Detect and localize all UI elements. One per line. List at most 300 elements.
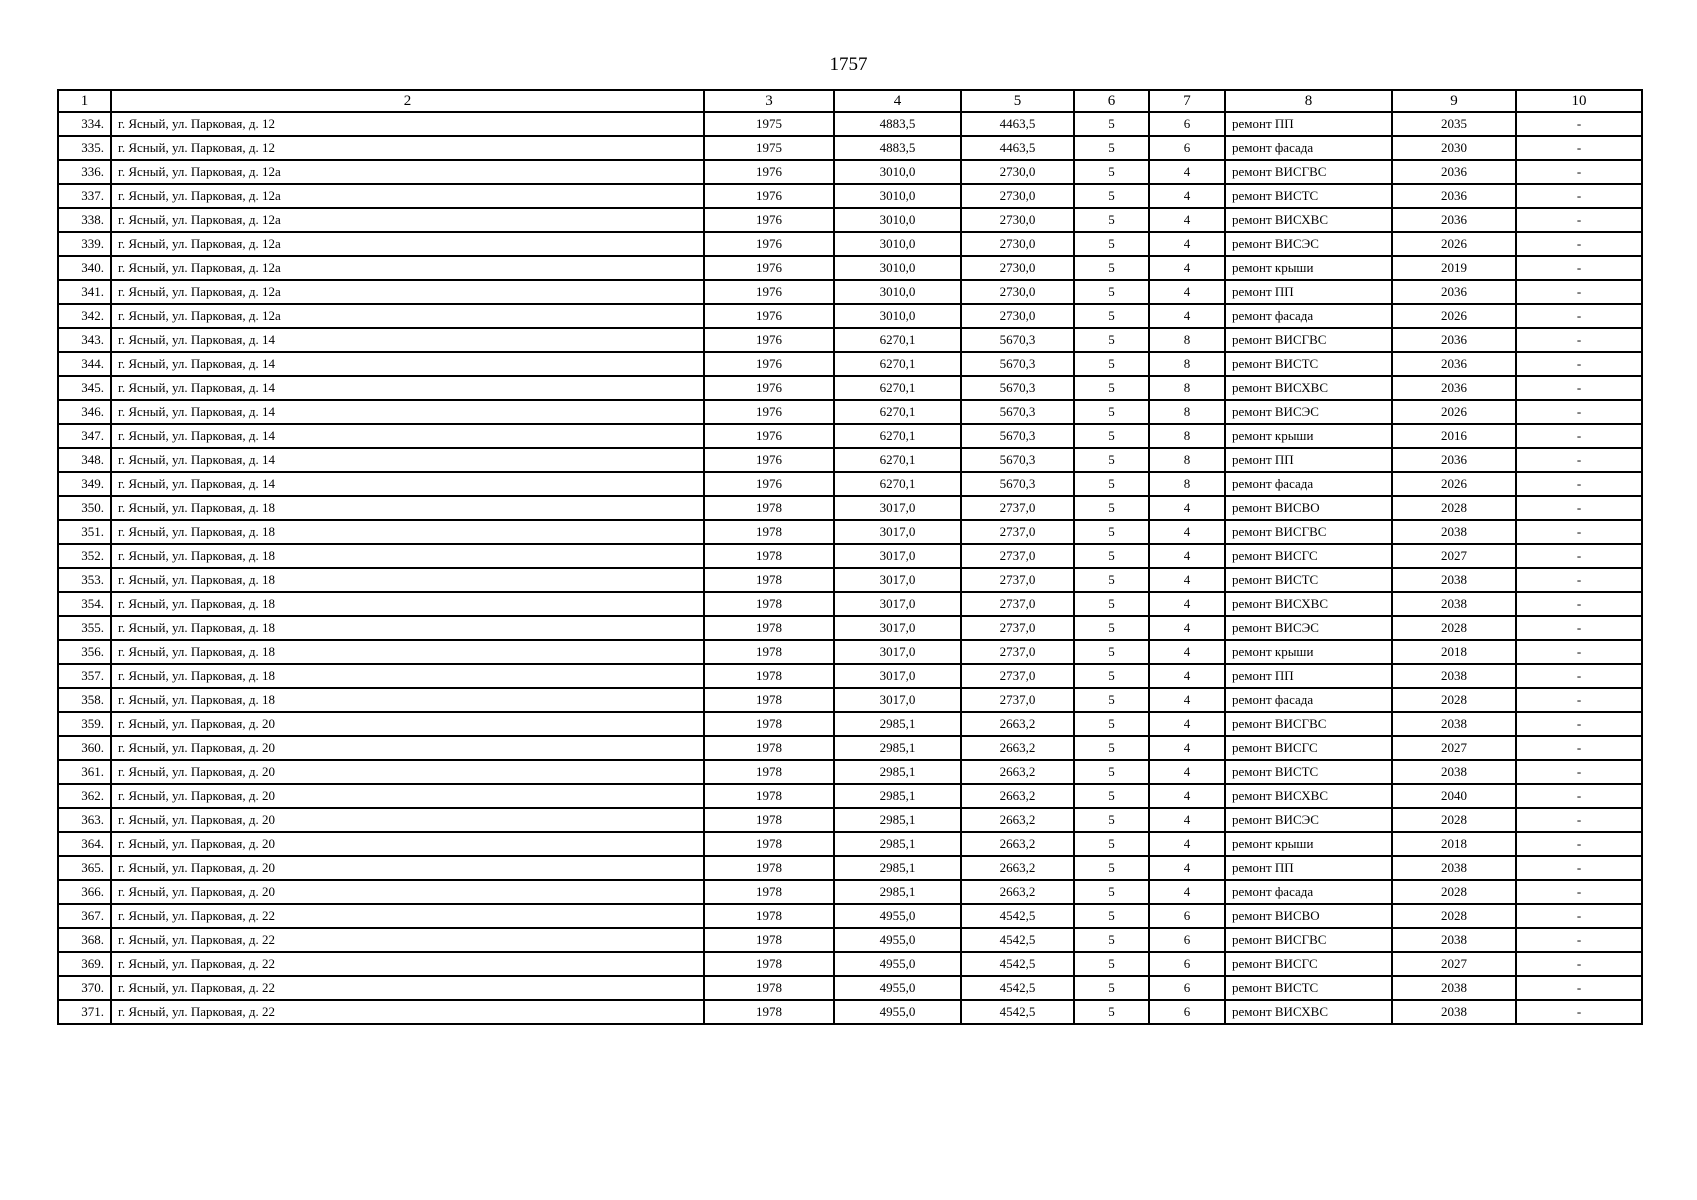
cell-note: - bbox=[1516, 568, 1642, 592]
table-row bbox=[58, 856, 1642, 880]
cell-living-area: 4542,5 bbox=[961, 976, 1074, 1000]
register-table bbox=[57, 89, 1643, 1025]
cell-living-area: 2730,0 bbox=[961, 232, 1074, 256]
cell-total-area: 3010,0 bbox=[834, 232, 961, 256]
cell-work-type: ремонт крыши bbox=[1225, 640, 1392, 664]
cell-work-type: ремонт ВИСТС bbox=[1225, 352, 1392, 376]
cell-note: - bbox=[1516, 808, 1642, 832]
cell-note: - bbox=[1516, 640, 1642, 664]
cell-year-built: 1975 bbox=[704, 136, 834, 160]
cell-work-type: ремонт фасада bbox=[1225, 688, 1392, 712]
page-number: 1757 bbox=[829, 54, 868, 75]
table-row bbox=[58, 592, 1642, 616]
cell-address: г. Ясный, ул. Парковая, д. 22 bbox=[111, 976, 704, 1000]
cell-planned-year: 2027 bbox=[1392, 544, 1516, 568]
cell-address: г. Ясный, ул. Парковая, д. 20 bbox=[111, 712, 704, 736]
cell-note: - bbox=[1516, 832, 1642, 856]
cell-row-number: 341. bbox=[58, 280, 111, 304]
cell-entrances: 4 bbox=[1149, 592, 1225, 616]
cell-floors: 5 bbox=[1074, 928, 1149, 952]
cell-note: - bbox=[1516, 880, 1642, 904]
cell-year-built: 1976 bbox=[704, 448, 834, 472]
column-header: 6 bbox=[1074, 90, 1149, 112]
cell-row-number: 343. bbox=[58, 328, 111, 352]
cell-row-number: 336. bbox=[58, 160, 111, 184]
cell-work-type: ремонт ВИСТС bbox=[1225, 976, 1392, 1000]
cell-floors: 5 bbox=[1074, 640, 1149, 664]
column-header: 5 bbox=[961, 90, 1074, 112]
table-row bbox=[58, 448, 1642, 472]
cell-year-built: 1978 bbox=[704, 616, 834, 640]
cell-total-area: 3010,0 bbox=[834, 184, 961, 208]
column-header: 7 bbox=[1149, 90, 1225, 112]
cell-work-type: ремонт ПП bbox=[1225, 448, 1392, 472]
cell-living-area: 4542,5 bbox=[961, 928, 1074, 952]
cell-floors: 5 bbox=[1074, 328, 1149, 352]
cell-planned-year: 2040 bbox=[1392, 784, 1516, 808]
cell-note: - bbox=[1516, 208, 1642, 232]
cell-floors: 5 bbox=[1074, 664, 1149, 688]
cell-work-type: ремонт ВИСТС bbox=[1225, 184, 1392, 208]
cell-note: - bbox=[1516, 736, 1642, 760]
cell-work-type: ремонт фасада bbox=[1225, 880, 1392, 904]
cell-address: г. Ясный, ул. Парковая, д. 18 bbox=[111, 592, 704, 616]
cell-living-area: 2737,0 bbox=[961, 544, 1074, 568]
cell-living-area: 2663,2 bbox=[961, 832, 1074, 856]
cell-row-number: 357. bbox=[58, 664, 111, 688]
table-row bbox=[58, 376, 1642, 400]
cell-total-area: 3017,0 bbox=[834, 664, 961, 688]
cell-year-built: 1978 bbox=[704, 880, 834, 904]
cell-address: г. Ясный, ул. Парковая, д. 20 bbox=[111, 832, 704, 856]
cell-planned-year: 2026 bbox=[1392, 232, 1516, 256]
cell-row-number: 335. bbox=[58, 136, 111, 160]
cell-living-area: 5670,3 bbox=[961, 376, 1074, 400]
cell-row-number: 342. bbox=[58, 304, 111, 328]
cell-entrances: 4 bbox=[1149, 664, 1225, 688]
cell-row-number: 340. bbox=[58, 256, 111, 280]
cell-work-type: ремонт ВИСГС bbox=[1225, 952, 1392, 976]
cell-total-area: 3010,0 bbox=[834, 256, 961, 280]
cell-entrances: 4 bbox=[1149, 688, 1225, 712]
cell-planned-year: 2028 bbox=[1392, 808, 1516, 832]
cell-work-type: ремонт ПП bbox=[1225, 664, 1392, 688]
cell-entrances: 4 bbox=[1149, 736, 1225, 760]
cell-living-area: 2730,0 bbox=[961, 280, 1074, 304]
table-row bbox=[58, 496, 1642, 520]
cell-work-type: ремонт ВИСХВС bbox=[1225, 376, 1392, 400]
header-row bbox=[58, 90, 1642, 112]
cell-year-built: 1978 bbox=[704, 664, 834, 688]
cell-row-number: 362. bbox=[58, 784, 111, 808]
cell-living-area: 2737,0 bbox=[961, 592, 1074, 616]
cell-planned-year: 2030 bbox=[1392, 136, 1516, 160]
cell-entrances: 8 bbox=[1149, 424, 1225, 448]
cell-year-built: 1976 bbox=[704, 208, 834, 232]
cell-total-area: 2985,1 bbox=[834, 736, 961, 760]
table-row bbox=[58, 808, 1642, 832]
cell-year-built: 1976 bbox=[704, 256, 834, 280]
cell-entrances: 8 bbox=[1149, 448, 1225, 472]
cell-living-area: 2737,0 bbox=[961, 568, 1074, 592]
cell-note: - bbox=[1516, 280, 1642, 304]
cell-work-type: ремонт ВИСГВС bbox=[1225, 328, 1392, 352]
cell-floors: 5 bbox=[1074, 688, 1149, 712]
table-row bbox=[58, 928, 1642, 952]
cell-year-built: 1978 bbox=[704, 520, 834, 544]
cell-living-area: 2663,2 bbox=[961, 760, 1074, 784]
cell-row-number: 348. bbox=[58, 448, 111, 472]
table-row bbox=[58, 976, 1642, 1000]
cell-total-area: 2985,1 bbox=[834, 784, 961, 808]
cell-entrances: 6 bbox=[1149, 904, 1225, 928]
cell-planned-year: 2018 bbox=[1392, 640, 1516, 664]
cell-planned-year: 2027 bbox=[1392, 952, 1516, 976]
cell-planned-year: 2016 bbox=[1392, 424, 1516, 448]
cell-floors: 5 bbox=[1074, 208, 1149, 232]
cell-year-built: 1976 bbox=[704, 280, 834, 304]
cell-year-built: 1978 bbox=[704, 1000, 834, 1024]
table-row bbox=[58, 160, 1642, 184]
cell-planned-year: 2038 bbox=[1392, 520, 1516, 544]
cell-work-type: ремонт ВИСХВС bbox=[1225, 208, 1392, 232]
cell-row-number: 347. bbox=[58, 424, 111, 448]
cell-year-built: 1976 bbox=[704, 304, 834, 328]
cell-row-number: 349. bbox=[58, 472, 111, 496]
cell-living-area: 5670,3 bbox=[961, 400, 1074, 424]
cell-total-area: 3010,0 bbox=[834, 280, 961, 304]
cell-entrances: 4 bbox=[1149, 712, 1225, 736]
cell-year-built: 1975 bbox=[704, 112, 834, 136]
cell-note: - bbox=[1516, 232, 1642, 256]
cell-entrances: 6 bbox=[1149, 928, 1225, 952]
cell-living-area: 4463,5 bbox=[961, 136, 1074, 160]
cell-note: - bbox=[1516, 472, 1642, 496]
cell-planned-year: 2036 bbox=[1392, 208, 1516, 232]
cell-planned-year: 2026 bbox=[1392, 400, 1516, 424]
cell-total-area: 2985,1 bbox=[834, 832, 961, 856]
cell-note: - bbox=[1516, 664, 1642, 688]
cell-total-area: 4883,5 bbox=[834, 136, 961, 160]
cell-planned-year: 2038 bbox=[1392, 712, 1516, 736]
cell-floors: 5 bbox=[1074, 520, 1149, 544]
cell-entrances: 8 bbox=[1149, 400, 1225, 424]
cell-planned-year: 2036 bbox=[1392, 352, 1516, 376]
cell-row-number: 338. bbox=[58, 208, 111, 232]
table-row bbox=[58, 136, 1642, 160]
cell-living-area: 2737,0 bbox=[961, 664, 1074, 688]
cell-work-type: ремонт ВИСВО bbox=[1225, 904, 1392, 928]
cell-note: - bbox=[1516, 928, 1642, 952]
cell-year-built: 1976 bbox=[704, 472, 834, 496]
cell-year-built: 1978 bbox=[704, 736, 834, 760]
table-row bbox=[58, 472, 1642, 496]
cell-floors: 5 bbox=[1074, 784, 1149, 808]
table-row bbox=[58, 664, 1642, 688]
cell-planned-year: 2038 bbox=[1392, 664, 1516, 688]
cell-work-type: ремонт ВИСГВС bbox=[1225, 712, 1392, 736]
cell-floors: 5 bbox=[1074, 136, 1149, 160]
cell-work-type: ремонт ВИСХВС bbox=[1225, 1000, 1392, 1024]
table-row bbox=[58, 184, 1642, 208]
cell-address: г. Ясный, ул. Парковая, д. 12а bbox=[111, 184, 704, 208]
cell-row-number: 337. bbox=[58, 184, 111, 208]
cell-total-area: 3017,0 bbox=[834, 520, 961, 544]
cell-row-number: 368. bbox=[58, 928, 111, 952]
column-header: 3 bbox=[704, 90, 834, 112]
cell-work-type: ремонт ВИСГВС bbox=[1225, 160, 1392, 184]
cell-entrances: 4 bbox=[1149, 544, 1225, 568]
cell-planned-year: 2026 bbox=[1392, 304, 1516, 328]
cell-entrances: 4 bbox=[1149, 256, 1225, 280]
cell-entrances: 6 bbox=[1149, 952, 1225, 976]
table-row bbox=[58, 544, 1642, 568]
cell-year-built: 1976 bbox=[704, 352, 834, 376]
cell-planned-year: 2038 bbox=[1392, 568, 1516, 592]
column-header: 9 bbox=[1392, 90, 1516, 112]
cell-work-type: ремонт ВИСЭС bbox=[1225, 232, 1392, 256]
cell-work-type: ремонт фасада bbox=[1225, 136, 1392, 160]
cell-year-built: 1976 bbox=[704, 184, 834, 208]
cell-address: г. Ясный, ул. Парковая, д. 18 bbox=[111, 568, 704, 592]
cell-row-number: 360. bbox=[58, 736, 111, 760]
cell-floors: 5 bbox=[1074, 352, 1149, 376]
cell-address: г. Ясный, ул. Парковая, д. 22 bbox=[111, 904, 704, 928]
cell-work-type: ремонт ВИСГВС bbox=[1225, 520, 1392, 544]
cell-planned-year: 2028 bbox=[1392, 688, 1516, 712]
cell-work-type: ремонт ВИСЭС bbox=[1225, 400, 1392, 424]
cell-total-area: 6270,1 bbox=[834, 376, 961, 400]
cell-floors: 5 bbox=[1074, 976, 1149, 1000]
cell-address: г. Ясный, ул. Парковая, д. 14 bbox=[111, 376, 704, 400]
cell-row-number: 371. bbox=[58, 1000, 111, 1024]
cell-entrances: 4 bbox=[1149, 280, 1225, 304]
cell-year-built: 1978 bbox=[704, 544, 834, 568]
cell-planned-year: 2036 bbox=[1392, 184, 1516, 208]
cell-address: г. Ясный, ул. Парковая, д. 12а bbox=[111, 280, 704, 304]
cell-work-type: ремонт ВИСГС bbox=[1225, 736, 1392, 760]
cell-note: - bbox=[1516, 424, 1642, 448]
cell-living-area: 5670,3 bbox=[961, 328, 1074, 352]
table-row bbox=[58, 736, 1642, 760]
cell-year-built: 1978 bbox=[704, 976, 834, 1000]
cell-total-area: 4955,0 bbox=[834, 1000, 961, 1024]
cell-total-area: 3017,0 bbox=[834, 640, 961, 664]
cell-year-built: 1978 bbox=[704, 688, 834, 712]
cell-address: г. Ясный, ул. Парковая, д. 12а bbox=[111, 232, 704, 256]
cell-note: - bbox=[1516, 616, 1642, 640]
cell-row-number: 346. bbox=[58, 400, 111, 424]
cell-floors: 5 bbox=[1074, 568, 1149, 592]
cell-floors: 5 bbox=[1074, 544, 1149, 568]
cell-floors: 5 bbox=[1074, 592, 1149, 616]
cell-total-area: 2985,1 bbox=[834, 808, 961, 832]
cell-total-area: 6270,1 bbox=[834, 352, 961, 376]
cell-entrances: 8 bbox=[1149, 472, 1225, 496]
cell-note: - bbox=[1516, 688, 1642, 712]
cell-row-number: 366. bbox=[58, 880, 111, 904]
cell-entrances: 4 bbox=[1149, 880, 1225, 904]
cell-entrances: 4 bbox=[1149, 160, 1225, 184]
cell-address: г. Ясный, ул. Парковая, д. 12 bbox=[111, 112, 704, 136]
cell-row-number: 361. bbox=[58, 760, 111, 784]
cell-total-area: 6270,1 bbox=[834, 328, 961, 352]
table-row bbox=[58, 904, 1642, 928]
cell-row-number: 352. bbox=[58, 544, 111, 568]
cell-address: г. Ясный, ул. Парковая, д. 18 bbox=[111, 544, 704, 568]
cell-address: г. Ясный, ул. Парковая, д. 14 bbox=[111, 352, 704, 376]
cell-note: - bbox=[1516, 352, 1642, 376]
cell-note: - bbox=[1516, 160, 1642, 184]
cell-total-area: 4883,5 bbox=[834, 112, 961, 136]
cell-note: - bbox=[1516, 256, 1642, 280]
cell-address: г. Ясный, ул. Парковая, д. 20 bbox=[111, 808, 704, 832]
cell-planned-year: 2036 bbox=[1392, 160, 1516, 184]
cell-address: г. Ясный, ул. Парковая, д. 20 bbox=[111, 736, 704, 760]
cell-planned-year: 2038 bbox=[1392, 928, 1516, 952]
cell-note: - bbox=[1516, 520, 1642, 544]
cell-floors: 5 bbox=[1074, 736, 1149, 760]
cell-living-area: 2730,0 bbox=[961, 184, 1074, 208]
cell-living-area: 2730,0 bbox=[961, 256, 1074, 280]
cell-planned-year: 2038 bbox=[1392, 1000, 1516, 1024]
cell-floors: 5 bbox=[1074, 832, 1149, 856]
cell-address: г. Ясный, ул. Парковая, д. 12а bbox=[111, 208, 704, 232]
cell-entrances: 6 bbox=[1149, 1000, 1225, 1024]
cell-entrances: 4 bbox=[1149, 856, 1225, 880]
cell-row-number: 345. bbox=[58, 376, 111, 400]
cell-row-number: 344. bbox=[58, 352, 111, 376]
column-header: 10 bbox=[1516, 90, 1642, 112]
table-row bbox=[58, 328, 1642, 352]
cell-total-area: 3017,0 bbox=[834, 496, 961, 520]
table-row bbox=[58, 208, 1642, 232]
cell-living-area: 2730,0 bbox=[961, 160, 1074, 184]
cell-entrances: 6 bbox=[1149, 136, 1225, 160]
cell-year-built: 1978 bbox=[704, 808, 834, 832]
cell-total-area: 3017,0 bbox=[834, 568, 961, 592]
cell-year-built: 1976 bbox=[704, 400, 834, 424]
table-row bbox=[58, 112, 1642, 136]
cell-planned-year: 2028 bbox=[1392, 616, 1516, 640]
cell-living-area: 2737,0 bbox=[961, 520, 1074, 544]
cell-address: г. Ясный, ул. Парковая, д. 18 bbox=[111, 688, 704, 712]
cell-note: - bbox=[1516, 904, 1642, 928]
cell-planned-year: 2038 bbox=[1392, 592, 1516, 616]
cell-living-area: 4463,5 bbox=[961, 112, 1074, 136]
cell-floors: 5 bbox=[1074, 808, 1149, 832]
cell-year-built: 1976 bbox=[704, 376, 834, 400]
cell-row-number: 351. bbox=[58, 520, 111, 544]
cell-address: г. Ясный, ул. Парковая, д. 14 bbox=[111, 424, 704, 448]
table-row bbox=[58, 880, 1642, 904]
cell-total-area: 6270,1 bbox=[834, 448, 961, 472]
cell-year-built: 1978 bbox=[704, 856, 834, 880]
cell-entrances: 4 bbox=[1149, 520, 1225, 544]
cell-row-number: 358. bbox=[58, 688, 111, 712]
cell-floors: 5 bbox=[1074, 232, 1149, 256]
cell-year-built: 1976 bbox=[704, 424, 834, 448]
cell-entrances: 4 bbox=[1149, 208, 1225, 232]
column-header: 2 bbox=[111, 90, 704, 112]
cell-floors: 5 bbox=[1074, 496, 1149, 520]
cell-work-type: ремонт ВИСХВС bbox=[1225, 592, 1392, 616]
cell-address: г. Ясный, ул. Парковая, д. 18 bbox=[111, 616, 704, 640]
table-row bbox=[58, 520, 1642, 544]
cell-work-type: ремонт фасада bbox=[1225, 304, 1392, 328]
cell-year-built: 1978 bbox=[704, 592, 834, 616]
cell-total-area: 2985,1 bbox=[834, 856, 961, 880]
cell-note: - bbox=[1516, 448, 1642, 472]
cell-living-area: 2663,2 bbox=[961, 808, 1074, 832]
cell-planned-year: 2036 bbox=[1392, 448, 1516, 472]
cell-note: - bbox=[1516, 784, 1642, 808]
cell-note: - bbox=[1516, 856, 1642, 880]
table-row bbox=[58, 304, 1642, 328]
cell-planned-year: 2035 bbox=[1392, 112, 1516, 136]
cell-year-built: 1978 bbox=[704, 904, 834, 928]
cell-row-number: 367. bbox=[58, 904, 111, 928]
cell-note: - bbox=[1516, 976, 1642, 1000]
cell-address: г. Ясный, ул. Парковая, д. 18 bbox=[111, 496, 704, 520]
cell-entrances: 4 bbox=[1149, 784, 1225, 808]
cell-note: - bbox=[1516, 1000, 1642, 1024]
cell-address: г. Ясный, ул. Парковая, д. 20 bbox=[111, 784, 704, 808]
cell-living-area: 2663,2 bbox=[961, 856, 1074, 880]
cell-planned-year: 2018 bbox=[1392, 832, 1516, 856]
cell-living-area: 5670,3 bbox=[961, 472, 1074, 496]
cell-entrances: 4 bbox=[1149, 304, 1225, 328]
cell-entrances: 8 bbox=[1149, 352, 1225, 376]
cell-note: - bbox=[1516, 136, 1642, 160]
cell-total-area: 4955,0 bbox=[834, 976, 961, 1000]
cell-living-area: 2663,2 bbox=[961, 712, 1074, 736]
cell-planned-year: 2028 bbox=[1392, 496, 1516, 520]
cell-work-type: ремонт ВИСГВС bbox=[1225, 928, 1392, 952]
cell-floors: 5 bbox=[1074, 616, 1149, 640]
cell-address: г. Ясный, ул. Парковая, д. 22 bbox=[111, 928, 704, 952]
cell-work-type: ремонт ПП bbox=[1225, 280, 1392, 304]
table-row bbox=[58, 280, 1642, 304]
cell-floors: 5 bbox=[1074, 280, 1149, 304]
cell-total-area: 6270,1 bbox=[834, 400, 961, 424]
cell-note: - bbox=[1516, 400, 1642, 424]
cell-entrances: 4 bbox=[1149, 760, 1225, 784]
cell-living-area: 5670,3 bbox=[961, 352, 1074, 376]
cell-year-built: 1978 bbox=[704, 928, 834, 952]
cell-planned-year: 2038 bbox=[1392, 976, 1516, 1000]
cell-living-area: 4542,5 bbox=[961, 904, 1074, 928]
column-header: 4 bbox=[834, 90, 961, 112]
cell-work-type: ремонт ВИСТС bbox=[1225, 760, 1392, 784]
cell-total-area: 3010,0 bbox=[834, 304, 961, 328]
cell-entrances: 8 bbox=[1149, 376, 1225, 400]
cell-work-type: ремонт ВИСЭС bbox=[1225, 808, 1392, 832]
cell-address: г. Ясный, ул. Парковая, д. 18 bbox=[111, 520, 704, 544]
cell-address: г. Ясный, ул. Парковая, д. 12а bbox=[111, 256, 704, 280]
cell-living-area: 2737,0 bbox=[961, 496, 1074, 520]
table-row bbox=[58, 760, 1642, 784]
cell-entrances: 4 bbox=[1149, 496, 1225, 520]
cell-row-number: 353. bbox=[58, 568, 111, 592]
cell-floors: 5 bbox=[1074, 304, 1149, 328]
cell-row-number: 369. bbox=[58, 952, 111, 976]
cell-year-built: 1976 bbox=[704, 328, 834, 352]
cell-note: - bbox=[1516, 328, 1642, 352]
cell-living-area: 4542,5 bbox=[961, 952, 1074, 976]
cell-row-number: 365. bbox=[58, 856, 111, 880]
table-row bbox=[58, 352, 1642, 376]
